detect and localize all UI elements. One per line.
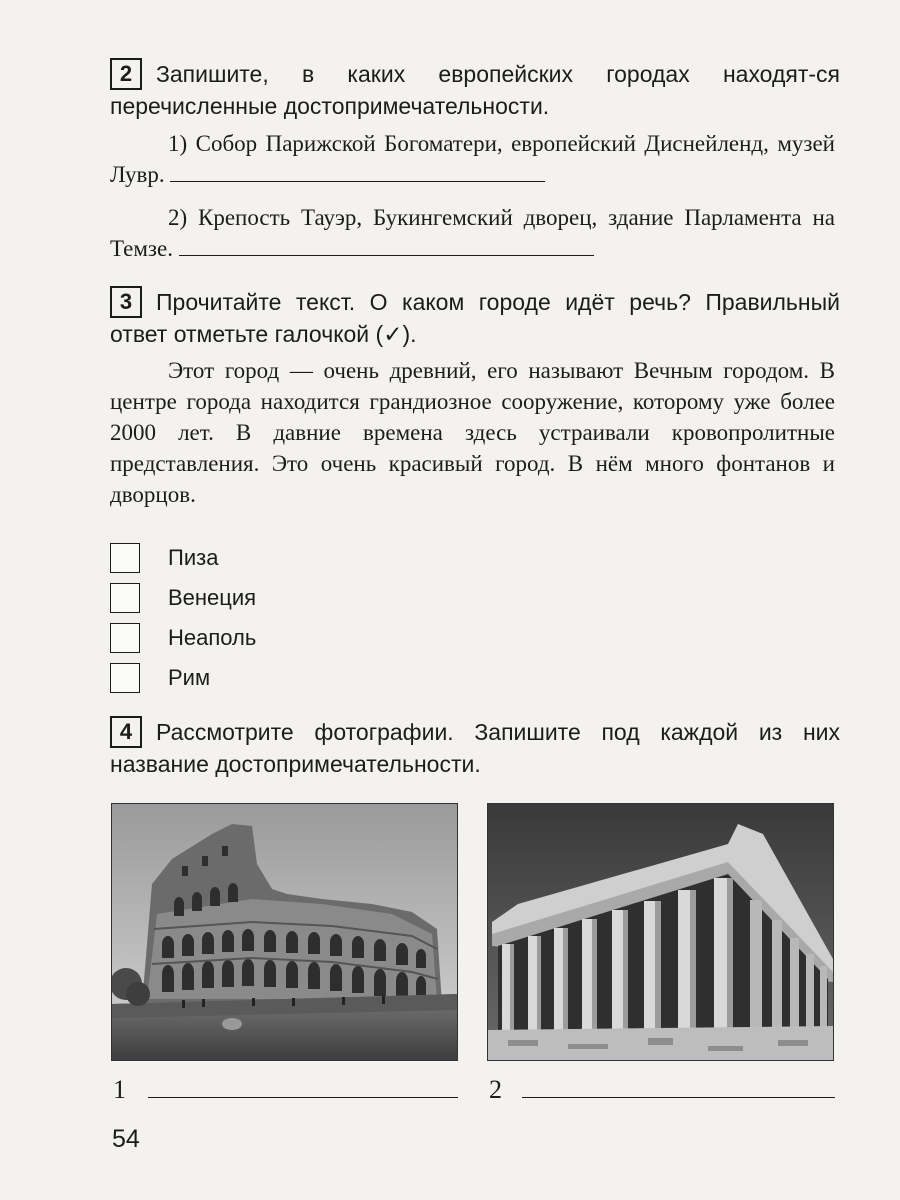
task-2-header: [110, 58, 840, 122]
task-2-answer-line-1[interactable]: [170, 163, 545, 182]
task-3-prompt: Прочитайте текст. О каком городе идёт речь? Правильный ответ отметьте галочкой (✓).: [110, 289, 840, 347]
photo-2-answer-line[interactable]: [522, 1097, 835, 1098]
checkbox-piza[interactable]: [110, 543, 140, 573]
photo-1-answer-line[interactable]: [148, 1097, 458, 1098]
photo-1-number: 1: [113, 1075, 126, 1104]
task-2-item-2: [110, 202, 835, 264]
task-2-number: 2: [110, 58, 142, 90]
checkbox-rome[interactable]: [110, 663, 140, 693]
task-2-item-2-text: 2) Крепость Тауэр, Букингемский дворец, здание Парламента на Темзе.: [110, 205, 835, 261]
photo-parthenon: [487, 803, 834, 1061]
task-3-header: [110, 286, 840, 350]
checkbox-naples[interactable]: [110, 623, 140, 653]
option-label-rome: Рим: [168, 665, 211, 690]
page-number: 54: [112, 1125, 140, 1153]
colosseum-image: [112, 804, 458, 1061]
parthenon-image: [488, 804, 834, 1061]
task-3-number: 3: [110, 286, 142, 318]
task-4-header: [110, 716, 840, 780]
task-2-item-1: [110, 128, 835, 190]
option-label-venice: Венеция: [168, 585, 257, 610]
task-4-prompt: Рассмотрите фотографии. Запишите под каждой из них название достопримечательности.: [110, 719, 840, 777]
option-rome: [110, 661, 210, 695]
option-label-piza: Пиза: [168, 545, 219, 570]
task-2-answer-line-2[interactable]: [179, 237, 594, 256]
option-label-naples: Неаполь: [168, 625, 257, 650]
option-piza: [110, 541, 218, 575]
task-4-number: 4: [110, 716, 142, 748]
photo-colosseum: [111, 803, 458, 1061]
option-venice: [110, 581, 256, 615]
photo-2-number: 2: [489, 1075, 502, 1104]
task-2-prompt: Запишите, в каких европейских городах находят-ся перечисленные достопримечательности.: [110, 61, 840, 119]
option-naples: [110, 621, 256, 655]
checkbox-venice[interactable]: [110, 583, 140, 613]
task-3-text: Этот город — очень древний, его называют Вечным городом. В центре города находится грандиозное сооружение, которому уже более 2000 лет. В давние времена здесь устраивали кровопролитные представления. Это очень красивый город. В нём много фонтанов и дворцов.: [110, 358, 835, 507]
task-2-item-1-text: 1) Собор Парижской Богоматери, европейский Диснейленд, музей Лувр.: [110, 131, 835, 187]
